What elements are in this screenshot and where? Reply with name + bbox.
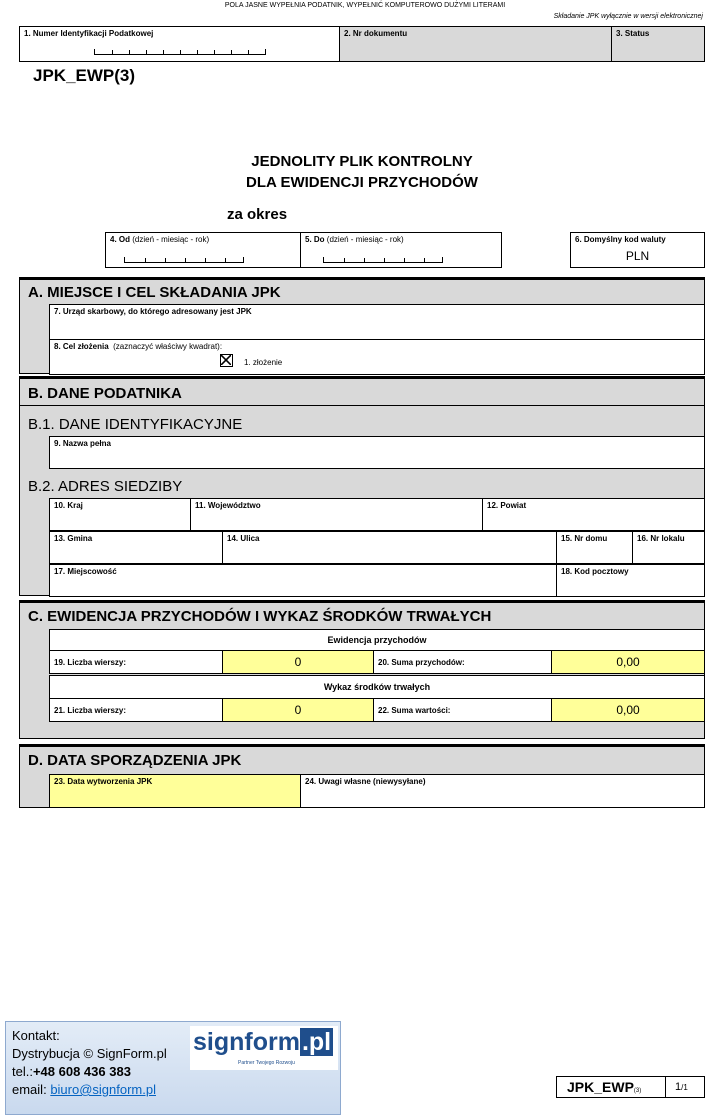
contact-distribution: Dystrybucja © SignForm.pl [12,1046,167,1061]
postcode-field[interactable] [556,564,705,597]
house-number-label: 15. Nr domu [561,534,608,543]
nip-label: 1. Numer Identyfikacji Podatkowej [24,29,154,38]
logo-wordmark: signform.pl [193,1028,332,1056]
footer-code-box [556,1076,705,1098]
income-header [49,629,705,651]
purpose-option-label: 1. złożenie [244,358,283,367]
county-label: 12. Powiat [487,501,527,510]
city-field[interactable] [49,564,557,597]
title-line2: DLA EWIDENCJI PRZYCHODÓW [246,174,478,191]
status-label: 3. Status [616,29,650,38]
document-number-field [339,26,612,62]
rows1-label-cell [49,650,223,674]
full-name-label: 9. Nazwa pełna [54,439,111,448]
assets-sum-label-cell [373,698,552,722]
province-field[interactable] [190,498,483,531]
country-field[interactable] [49,498,191,531]
section-d-title: D. DATA SPORZĄDZENIA JPK [28,752,242,769]
rows1-label: 19. Liczba wierszy: [54,658,127,667]
section-b-title: B. DANE PODATNIKA [28,385,182,402]
date-to-field[interactable] [300,232,502,268]
flat-number-label: 16. Nr lokalu [637,534,685,543]
county-field[interactable] [482,498,705,531]
footer-page-divider [665,1077,666,1097]
income-sum-label-cell [373,650,552,674]
assets-sum-value: 0,00 [616,703,640,717]
creation-date-field[interactable] [49,774,301,808]
section-b2-title: B.2. ADRES SIEDZIBY [28,478,183,495]
notes-field[interactable] [300,774,705,808]
city-label: 17. Miejscowość [54,567,117,576]
country-label: 10. Kraj [54,501,83,510]
currency-field[interactable] [570,232,705,268]
full-name-field[interactable] [49,436,705,469]
rows2-label: 21. Liczba wierszy: [54,706,127,715]
rows2-value: 0 [294,703,302,717]
assets-sum-value-cell[interactable] [551,698,705,722]
footer-page: 1/1 [675,1081,688,1093]
logo-tagline: Partner Twojego Rozwoju [238,1060,295,1066]
date-to-ticks [323,257,443,263]
contact-heading: Kontakt: [12,1028,60,1043]
assets-header-label: Wykaz środków trwałych [323,682,431,692]
date-to-label: 5. Do (dzień - miesiąc - rok) [305,235,404,244]
electronic-note: Składanie JPK wyłącznie w wersji elektronicznej [553,13,703,20]
assets-header [49,675,705,699]
contact-phone: tel.:+48 608 436 383 [12,1064,131,1079]
title-line1: JEDNOLITY PLIK KONTROLNY [251,153,473,170]
section-b1-title: B.1. DANE IDENTYFIKACYJNE [28,416,243,433]
check-x-icon [221,355,231,365]
income-sum-value-cell[interactable] [551,650,705,674]
contact-email: email: biuro@signform.pl [12,1082,156,1097]
creation-date-label: 23. Data wytworzenia JPK [54,777,153,786]
street-field[interactable] [222,531,557,564]
notes-label: 24. Uwagi własne (niewysyłane) [305,777,426,786]
purpose-field [49,339,705,375]
street-label: 14. Ulica [227,534,260,543]
footer-code: JPK_EWP(3) [567,1079,642,1095]
house-number-field[interactable] [556,531,633,564]
commune-field[interactable] [49,531,223,564]
form-code: JPK_EWP(3) [33,66,136,85]
date-from-ticks [124,257,244,263]
section-a-title: A. MIEJSCE I CEL SKŁADANIA JPK [28,284,281,301]
document-number-label: 2. Nr dokumentu [344,29,408,38]
signform-logo [190,1026,338,1070]
assets-sum-label: 22. Suma wartości: [378,706,451,715]
date-from-label: 4. Od (dzień - miesiąc - rok) [110,235,210,244]
income-header-label: Ewidencja przychodów [327,635,427,645]
section-c-title: C. EWIDENCJA PRZYCHODÓW I WYKAZ ŚRODKÓW TRWAŁYCH [28,608,492,625]
nip-ticks [94,49,266,55]
rows2-label-cell [49,698,223,722]
currency-label: 6. Domyślny kod waluty [575,235,666,244]
rows2-value-cell[interactable] [222,698,374,722]
contact-box [5,1021,341,1115]
province-label: 11. Województwo [195,501,261,510]
status-field [611,26,705,62]
commune-label: 13. Gmina [54,534,93,543]
tax-office-field[interactable] [49,304,705,340]
income-sum-value: 0,00 [616,655,640,669]
rows1-value-cell[interactable] [222,650,374,674]
purpose-checkbox[interactable] [220,354,233,367]
postcode-label: 18. Kod pocztowy [561,567,629,576]
rows1-value: 0 [294,655,302,669]
currency-value: PLN [625,249,650,263]
flat-number-field[interactable] [632,531,705,564]
purpose-label: 8. Cel złożenia (zaznaczyć właściwy kwadrat): [54,342,223,351]
nip-field[interactable] [19,26,340,62]
date-from-field[interactable] [105,232,301,268]
period-heading: za okres [227,206,288,223]
email-link[interactable]: biuro@signform.pl [50,1082,156,1097]
tax-office-label: 7. Urząd skarbowy, do którego adresowany jest JPK [54,307,252,316]
income-sum-label: 20. Suma przychodów: [378,658,465,667]
b-divider [19,405,705,406]
fill-instruction: POLA JASNE WYPEŁNIA PODATNIK, WYPEŁNIĆ KOMPUTEROWO DUŻYMI LITERAMI [224,2,506,9]
